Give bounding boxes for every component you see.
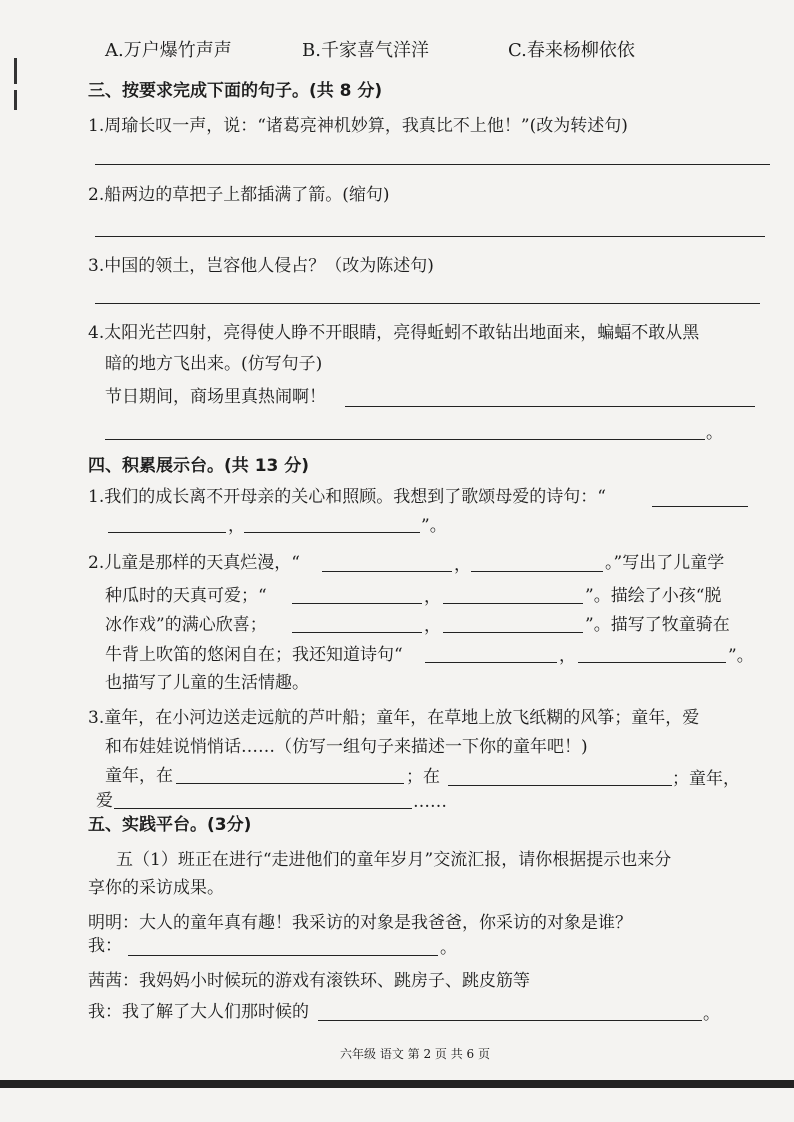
question-4-2: 2.儿童是那样的天真烂漫，“ <box>88 553 300 573</box>
punctuation: ， <box>424 587 441 607</box>
option-a: A.万户爆竹声声 <box>105 40 232 61</box>
punctuation: ， <box>454 555 471 575</box>
punctuation: ， <box>228 516 245 536</box>
answer-line[interactable] <box>578 662 726 663</box>
answer-line[interactable] <box>425 662 557 663</box>
answer-line[interactable] <box>95 236 765 237</box>
punctuation: 。 <box>706 423 723 443</box>
binding-mark <box>14 90 17 110</box>
answer-line[interactable] <box>652 506 748 507</box>
section-3-heading: 三、按要求完成下面的句子。(共 8 分) <box>88 81 383 101</box>
punctuation: ， <box>424 616 441 636</box>
answer-line[interactable] <box>95 303 760 304</box>
answer-line[interactable] <box>471 571 603 572</box>
answer-line[interactable] <box>95 164 770 165</box>
answer-line[interactable] <box>108 532 226 533</box>
question-4-2-text: 。”写出了儿童学 <box>605 553 725 573</box>
option-c: C.春来杨柳依依 <box>508 40 635 61</box>
section-5-intro: 五（1）班正在进行“走进他们的童年岁月”交流汇报，请你根据提示也来分 <box>116 850 672 870</box>
punctuation: ， <box>559 646 576 666</box>
question-4-3-cont: 和布娃娃说悄悄话……（仿写一组句子来描述一下你的童年吧！) <box>105 737 588 757</box>
answer-line[interactable] <box>128 955 438 956</box>
punctuation: ”。 <box>421 516 447 536</box>
answer-line[interactable] <box>105 439 705 440</box>
answer-line[interactable] <box>114 808 412 809</box>
answer-line[interactable] <box>345 406 755 407</box>
answer-line[interactable] <box>448 785 672 786</box>
question-4-1: 1.我们的成长离不开母亲的关心和照顾。我想到了歌颂母爱的诗句：“ <box>88 487 606 507</box>
ellipsis: …… <box>413 792 447 812</box>
question-4-3-text: ；在 <box>406 767 440 787</box>
question-4-2-line3-end: ”。描写了牧童骑在 <box>585 615 730 635</box>
dialogue-xixi: 茜茜：我妈妈小时候玩的游戏有滚铁环、跳房子、跳皮筋等 <box>88 971 530 991</box>
question-4-2-line5: 也描写了儿童的生活情趣。 <box>105 673 309 693</box>
question-3-2: 2.船两边的草把子上都插满了箭。(缩句) <box>88 185 390 205</box>
punctuation: ”。 <box>728 646 754 666</box>
answer-line[interactable] <box>244 532 420 533</box>
question-4-3-prompt: 童年，在 <box>105 766 173 786</box>
question-3-3: 3.中国的领土，岂容他人侵占？（改为陈述句) <box>88 256 434 276</box>
page-footer: 六年级 语文 第 2 页 共 6 页 <box>340 1047 490 1061</box>
section-5-intro-cont: 享你的采访成果。 <box>88 878 224 898</box>
question-4-2-line2: 种瓜时的天真可爱；“ <box>105 586 267 606</box>
answer-line[interactable] <box>443 603 583 604</box>
binding-mark <box>14 58 17 84</box>
question-3-4-cont: 暗的地方飞出来。(仿写句子) <box>105 354 323 374</box>
punctuation: 。 <box>703 1004 720 1024</box>
question-4-3-text: ；童年， <box>672 769 740 789</box>
answer-line[interactable] <box>292 632 422 633</box>
scan-edge <box>0 1080 794 1088</box>
question-4-2-line3: 冰作戏”的满心欣喜； <box>105 615 267 635</box>
section-5-heading: 五、实践平台。(3分) <box>88 815 252 835</box>
dialogue-me-prompt: 我：我了解了大人们那时候的 <box>88 1002 309 1022</box>
answer-line[interactable] <box>292 603 422 604</box>
answer-line[interactable] <box>176 783 404 784</box>
punctuation: 。 <box>440 938 457 958</box>
answer-line[interactable] <box>443 632 583 633</box>
question-3-4-prompt: 节日期间，商场里真热闹啊！ <box>105 387 326 407</box>
dialogue-mingming: 明明：大人的童年真有趣！我采访的对象是我爸爸，你采访的对象是谁？ <box>88 913 632 933</box>
dialogue-me-label: 我： <box>88 936 122 956</box>
section-4-heading: 四、积累展示台。(共 13 分) <box>88 456 310 476</box>
question-4-2-line2-end: ”。描绘了小孩“脱 <box>585 586 722 606</box>
option-b: B.千家喜气洋洋 <box>302 40 429 61</box>
question-3-1: 1.周瑜长叹一声，说：“诸葛亮神机妙算，我真比不上他！”(改为转述句) <box>88 116 628 136</box>
question-3-4: 4.太阳光芒四射，亮得使人睁不开眼睛，亮得蚯蚓不敢钻出地面来，蝙蝠不敢从黑 <box>88 323 700 343</box>
answer-line[interactable] <box>318 1020 702 1021</box>
answer-line[interactable] <box>322 571 452 572</box>
question-4-3: 3.童年，在小河边送走远航的芦叶船；童年，在草地上放飞纸糊的风筝；童年，爱 <box>88 708 700 728</box>
question-4-2-line4: 牛背上吹笛的悠闲自在；我还知道诗句“ <box>105 645 403 665</box>
question-4-3-text: 爱 <box>96 791 113 811</box>
